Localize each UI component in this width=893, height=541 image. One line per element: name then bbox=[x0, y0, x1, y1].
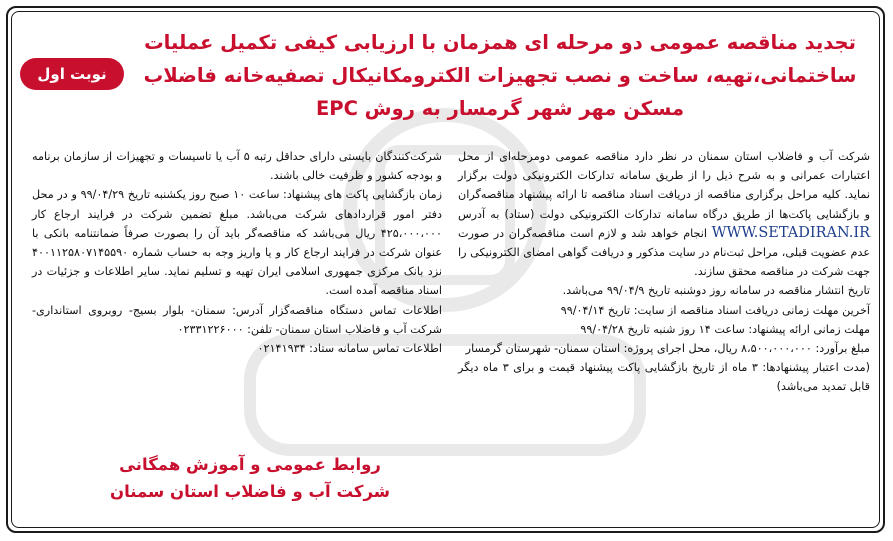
setad-url-link[interactable]: WWW.SETADIRAN.IR bbox=[711, 224, 870, 241]
first-publication-badge: نوبت اول bbox=[20, 58, 124, 90]
contact-info: اطلاعات تماس دستگاه مناقصه‌گزار آدرس: سمنان- بلوار بسیج- روبروی استانداری- شرکت آب و فاضلاب استان سمنان- تلفن: ۰۲۳۳۱۲۲۶۰۰۰ bbox=[32, 303, 442, 336]
intro-paragraph bbox=[458, 147, 870, 281]
intro-text-end: انجام خواهد شد و لازم است مناقصه‌گران در صورت عدم عضویت قبلی، مراحل ثبت‌نام در سایت مذکور و دریافت گواهی امضای الکترونیکی را جهت شرکت در مناقصه محقق سازند. bbox=[458, 226, 870, 279]
bid-deadline: مهلت زمانی ارائه پیشنهاد: ساعت ۱۴ روز شنبه تاریخ ۹۹/۰۴/۲۸ bbox=[580, 322, 870, 336]
qualification-text: شرکت‌کنندگان بایستی دارای حداقل رتبه ۵ آب یا تاسیسات و تجهیزات از سازمان برنامه و بودجه کشور و ظرفیت خالی باشند. bbox=[32, 150, 442, 183]
intro-text: شرکت آب و فاضلاب استان سمنان در نظر دارد مناقصه عمومی دومرحله‌ای از محل اعتبارات عمرانی و به شرح ذیل را از طریق سامانه تدارکات الکترونیکی دولت برگزار نماید. کلیه مراحل برگزاری مناقصه از دریافت اسناد مناقصه تا ارائه پیشنهاد مناقصه‌گران و بازگشایی پاکت‌ها از طریق درگاه سامانه تدارکات الکترونیکی دولت (ستاد) به آدرس bbox=[458, 150, 870, 221]
setad-contact: اطلاعات تماس سامانه ستاد: ۰۲۱۴۱۹۳۴ bbox=[257, 342, 442, 356]
left-column bbox=[32, 147, 442, 358]
title-line-3: مسکن مهر شهر گرمسار به روش EPC bbox=[315, 97, 685, 120]
signature-line-1: روابط عمومی و آموزش همگانی bbox=[119, 455, 381, 474]
title-line-1: تجدید مناقصه عمومی دو مرحله ای همزمان با ارزیابی کیفی تکمیل عملیات bbox=[144, 31, 856, 54]
page-title bbox=[140, 26, 860, 125]
validity-note: (مدت اعتبار پیشنهادها: ۳ ماه از تاریخ بازگشایی پاکت پیشنهاد قیمت و برای ۳ ماه دیگر قابل تمدید می‌باشد) bbox=[458, 361, 871, 394]
publish-date: تاریخ انتشار مناقصه در سامانه روز دوشنبه تاریخ ۹۹/۰۴/۹ می‌باشد. bbox=[562, 284, 870, 298]
signature-line-2: شرکت آب و فاضلاب استان سمنان bbox=[109, 482, 391, 501]
opening-time: زمان بازگشایی پاکت های پیشنهاد: ساعت ۱۰ صبح روز یکشنبه تاریخ ۹۹/۰۴/۲۹ و در محل دفتر امور قراردادهای شرکت می‌باشد. مبلغ تضمین شرکت در فرایند ارجاع کار ۴۲۵،۰۰۰،۰۰۰ ریال می‌باشد که مناقصه‌گر باید آن را بصورت صرفاً ضمانتنامه بانکی با عنوان شرکت در فرایند ارجاع کار و یا واریز وجه به حساب شماره ۴۰۰۱۱۲۵۸۰۷۱۴۵۵۹۰ نزد بانک مرکزی جمهوری اسلامی ایران تهیه و تسلیم نماید. سایر اطلاعات و جزئیات در اسناد مناقصه آمده است. bbox=[32, 188, 442, 298]
estimate-amount: مبلغ برآورد: ۸،۵۰۰،۰۰۰،۰۰۰ ریال، محل اجرای پروژه: استان سمنان- شهرستان گرمسار bbox=[465, 342, 870, 356]
docs-deadline: آخرین مهلت زمانی دریافت اسناد مناقصه از سایت: تاریخ ۹۹/۰۴/۱۴ bbox=[560, 303, 870, 317]
title-line-2: ساختمانی،تهیه، ساخت و نصب تجهیزات الکترومکانیکال تصفیه‌خانه فاضلاب bbox=[143, 64, 857, 87]
right-column bbox=[458, 147, 870, 397]
